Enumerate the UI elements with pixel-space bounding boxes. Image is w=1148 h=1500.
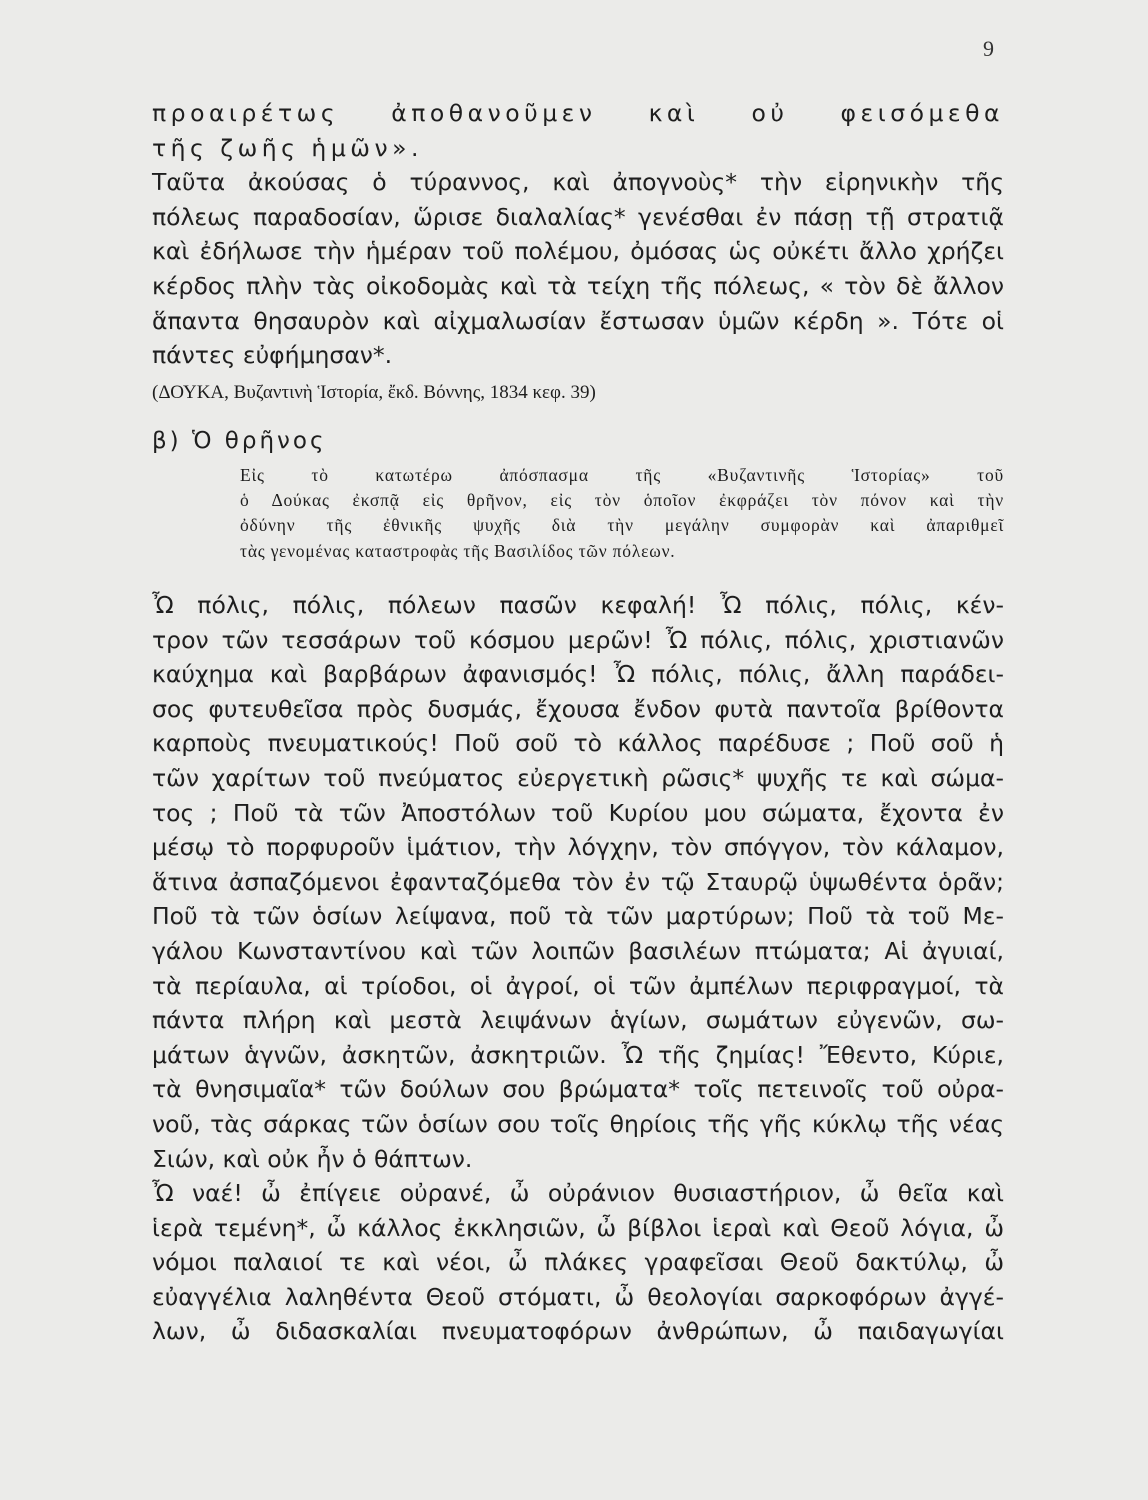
text-line: λων, ὦ διδασκαλίαι πνευματοφόρων ἀνθρώπων, ὦ παιδαγωγίαι: [152, 1317, 1004, 1346]
text-line: καὶ ἐδήλωσε τὴν ἡμέραν τοῦ πολέμου, ὀμόσας ὡς οὐκέτι ἄλλο χρήζει: [152, 237, 1004, 266]
text-line: πόλεως παραδοσίαν, ὥρισε διαλαλίας* γενέσθαι ἐν πάσῃ τῇ στρατιᾷ: [152, 202, 1004, 231]
text-line: νόμοι παλαιοί τε καὶ νέοι, ὦ πλάκες γραφεῖσαι Θεοῦ δακτύλῳ, ὦ: [152, 1248, 1004, 1277]
text-line: Ὦ ναέ! ὦ ἐπίγειε οὐρανέ, ὦ οὐράνιον θυσιαστήριον, ὦ θεῖα καὶ: [152, 1179, 1004, 1208]
text-line: πάντες εὐφήμησαν*.: [152, 341, 393, 370]
text-line: ἱερὰ τεμένη*, ὦ κάλλος ἐκκλησιῶν, ὦ βίβλοι ἱεραὶ καὶ Θεοῦ λόγια, ὦ: [152, 1213, 1004, 1242]
text-line: γάλου Κωνσταντίνου καὶ τῶν λοιπῶν βασιλέων πτώματα; Αἱ ἀγυιαί,: [152, 936, 1004, 965]
text-line: κέρδος πλὴν τὰς οἰκοδομὰς καὶ τὰ τείχη τῆς πόλεως, « τὸν δὲ ἄλλον: [152, 271, 1004, 300]
source-citation: (ΔΟΥΚΑ, Βυζαντινὴ Ἱστορία, ἔκδ. Βόννης, 1834 κεφ. 39): [152, 382, 596, 403]
section-heading: β) Ὁ θρῆνος: [152, 428, 327, 454]
text-line: τὰ περίαυλα, αἱ τρίοδοι, οἱ ἀγροί, οἱ τῶν ἀμπέλων περιφραγμοί, τὰ: [152, 971, 1004, 1000]
text-line: τος ; Ποῦ τὰ τῶν Ἀποστόλων τοῦ Κυρίου μου σώματα, ἔχοντα ἐν: [152, 798, 1004, 827]
text-line: τῆς ζωῆς ἡμῶν».: [152, 133, 423, 162]
text-line: καρποὺς πνευματικούς! Ποῦ σοῦ τὸ κάλλος παρέδυσε ; Ποῦ σοῦ ἡ: [152, 729, 1004, 758]
passage-lament: [152, 588, 1004, 1349]
text-line: μέσῳ τὸ πορφυροῦν ἱμάτιον, τὴν λόγχην, τὸν σπόγγον, τὸν κάλαμον,: [152, 833, 1004, 862]
page-number: 9: [983, 36, 994, 61]
text-line: Ὦ πόλις, πόλις, πόλεων πασῶν κεφαλή! Ὦ πόλις, πόλις, κέν-: [152, 591, 1004, 619]
text-line: ἅπαντα θησαυρὸν καὶ αἰχμαλωσίαν ἔστωσαν ὑμῶν κέρδη ». Τότε οἱ: [152, 306, 1004, 335]
text-line: νοῦ, τὰς σάρκας τῶν ὁσίων σου τοῖς θηρίοις τῆς γῆς κύκλῳ τῆς νέας: [152, 1109, 1004, 1138]
intro-line: Εἰς τὸ κατωτέρω ἀπόσπασμα τῆς «Βυζαντινῆς Ἱστορίας» τοῦ: [240, 465, 1004, 485]
text-line: ἅτινα ἀσπαζόμενοι ἐφανταζόμεθα τὸν ἐν τῷ Σταυρῷ ὑψωθέντα ὁρᾶν;: [152, 867, 1004, 896]
text-line: Ποῦ τὰ τῶν ὁσίων λείψανα, ποῦ τὰ τῶν μαρτύρων; Ποῦ τὰ τοῦ Με-: [152, 902, 1004, 931]
text-line: πάντα πλήρη καὶ μεστὰ λειψάνων ἁγίων, σωμάτων εὐγενῶν, σω-: [152, 1006, 1004, 1035]
text-line: εὐαγγέλια λαληθέντα Θεοῦ στόματι, ὦ θεολογίαι σαρκοφόρων ἀγγέ-: [152, 1282, 1004, 1311]
text-line: σος φυτευθεῖσα πρὸς δυσμάς, ἔχουσα ἔνδον φυτὰ παντοῖα βρίθοντα: [152, 694, 1004, 723]
text-line: τὰ θνησιμαῖα* τῶν δούλων σου βρώματα* τοῖς πετεινοῖς τοῦ οὐρα-: [152, 1075, 1004, 1104]
intro-line: ὁ Δούκας ἐκσπᾷ εἰς θρῆνον, εἰς τὸν ὁποῖον ἐκφράζει τὸν πόνον καὶ τὴν: [240, 490, 1004, 511]
text-line: καύχημα καὶ βαρβάρων ἀφανισμός! Ὦ πόλις, πόλις, ἄλλη παράδει-: [152, 660, 1004, 689]
text-line: προαιρέτως ἀποθανοῦμεν καὶ οὐ φεισόμεθα: [152, 99, 1004, 127]
text-line: τῶν χαρίτων τοῦ πνεύματος εὐεργετικὴ ρῶσις* ψυχῆς τε καὶ σώμα-: [152, 763, 1004, 792]
text-line: Σιών, καὶ οὐκ ἦν ὁ θάπτων.: [152, 1144, 473, 1173]
text-line: μάτων ἁγνῶν, ἀσκητῶν, ἀσκητριῶν. Ὦ τῆς ζημίας! Ἔθεντο, Κύριε,: [152, 1040, 1004, 1069]
passage-speech-end: [152, 96, 1004, 373]
text-line: Ταῦτα ἀκούσας ὁ τύραννος, καὶ ἀπογνοὺς* τὴν εἰρηνικὴν τῆς: [152, 168, 1004, 197]
intro-line: ὀδύνην τῆς ἐθνικῆς ψυχῆς διὰ τὴν μεγάλην συμφορὰν καὶ ἀπαριθμεῖ: [240, 515, 1004, 536]
text-line: τρον τῶν τεσσάρων τοῦ κόσμου μερῶν! Ὦ πόλις, πόλις, χριστιανῶν: [152, 625, 1004, 654]
intro-line: τὰς γενομένας καταστροφὰς τῆς Βασιλίδος τῶν πόλεων.: [240, 540, 676, 561]
intro-note: [240, 463, 1004, 564]
